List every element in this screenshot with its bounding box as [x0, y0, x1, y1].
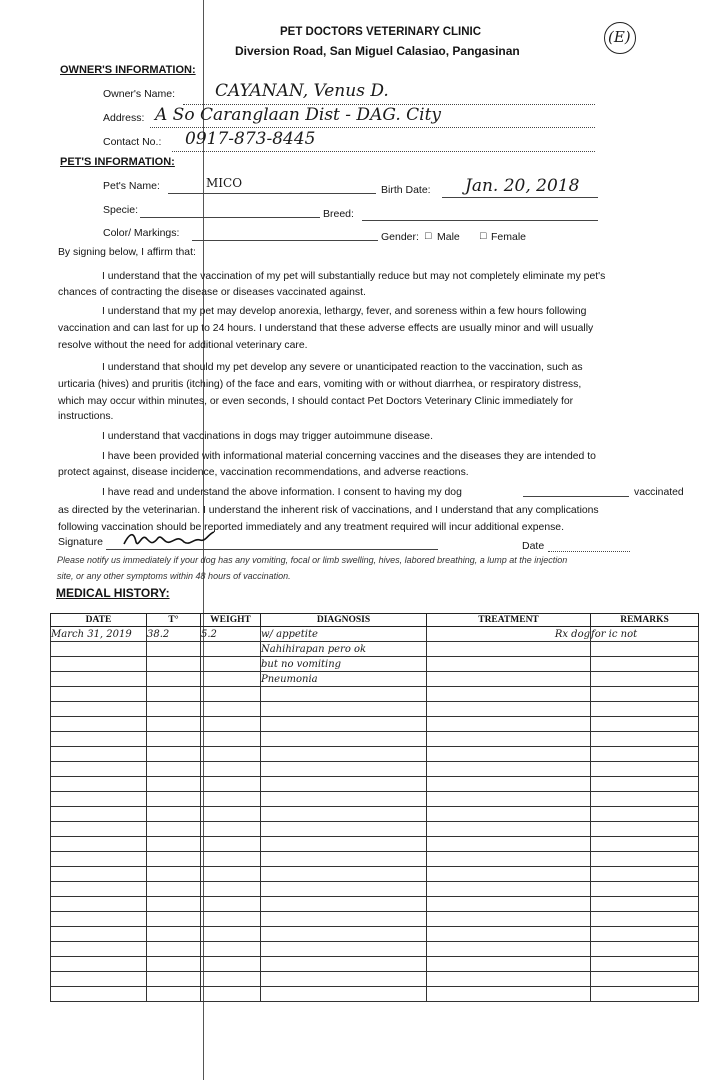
- table-cell[interactable]: [147, 987, 201, 1002]
- consent-p1-line1: I understand that the vaccination of my pet will substantially reduce but may not completely eliminate my pet's: [102, 271, 606, 282]
- table-cell[interactable]: [201, 687, 261, 702]
- table-row: [51, 957, 699, 972]
- table-row: [51, 627, 699, 642]
- table-cell[interactable]: [427, 957, 591, 972]
- table-row: [51, 912, 699, 927]
- table-row: [51, 732, 699, 747]
- table-row: [51, 987, 699, 1002]
- table-cell[interactable]: [261, 732, 427, 747]
- table-cell[interactable]: [201, 807, 261, 822]
- table-cell[interactable]: [591, 882, 699, 897]
- table-cell[interactable]: [51, 687, 147, 702]
- entry-temp: 38.2: [147, 627, 201, 642]
- table-cell[interactable]: [427, 897, 591, 912]
- table-cell[interactable]: [591, 792, 699, 807]
- table-row: [51, 762, 699, 777]
- entry-diagnosis-line4: Pneumonia: [261, 672, 427, 687]
- table-cell[interactable]: [261, 867, 427, 882]
- table-row: [51, 897, 699, 912]
- table-cell[interactable]: [591, 702, 699, 717]
- table-cell[interactable]: [51, 987, 147, 1002]
- table-cell[interactable]: [427, 867, 591, 882]
- col-remarks: REMARKS: [591, 614, 699, 627]
- table-cell[interactable]: [261, 927, 427, 942]
- table-cell[interactable]: [51, 957, 147, 972]
- table-row: [51, 882, 699, 897]
- table-cell[interactable]: [51, 897, 147, 912]
- table-cell[interactable]: [591, 822, 699, 837]
- table-cell[interactable]: [591, 987, 699, 1002]
- table-cell[interactable]: [51, 717, 147, 732]
- table-cell[interactable]: [427, 837, 591, 852]
- table-cell[interactable]: [591, 687, 699, 702]
- address-line: [150, 127, 595, 128]
- table-cell[interactable]: [427, 732, 591, 747]
- entry-diagnosis-line2: Nahihirapan pero ok: [261, 642, 427, 657]
- table-cell[interactable]: [147, 957, 201, 972]
- table-cell[interactable]: [261, 957, 427, 972]
- table-cell[interactable]: [261, 717, 427, 732]
- consent-p5-line2: protect against, disease incidence, vaccination recommendations, and adverse reactions.: [58, 467, 469, 478]
- consent-p4: I understand that vaccinations in dogs may trigger autoimmune disease.: [102, 431, 433, 442]
- specie-label: Specie:: [103, 204, 139, 216]
- table-cell[interactable]: [201, 792, 261, 807]
- table-cell[interactable]: [147, 867, 201, 882]
- entry-treatment: Rx dog: [427, 627, 591, 642]
- table-cell[interactable]: [261, 777, 427, 792]
- table-cell[interactable]: [201, 717, 261, 732]
- table-cell[interactable]: [201, 987, 261, 1002]
- consent-p6-vaccinated: vaccinated: [634, 487, 684, 498]
- table-header-row: [51, 614, 699, 627]
- table-cell[interactable]: [147, 762, 201, 777]
- clinic-name: PET DOCTORS VETERINARY CLINIC: [280, 26, 482, 38]
- table-cell[interactable]: [427, 777, 591, 792]
- specie-line: [140, 217, 320, 218]
- gender-female-text: Female: [491, 231, 527, 243]
- table-row: [51, 837, 699, 852]
- table-cell[interactable]: [147, 702, 201, 717]
- table-cell[interactable]: [201, 852, 261, 867]
- table-cell[interactable]: [201, 837, 261, 852]
- table-cell[interactable]: [147, 807, 201, 822]
- table-row: [51, 927, 699, 942]
- table-cell[interactable]: [591, 762, 699, 777]
- table-cell[interactable]: [147, 822, 201, 837]
- breed-line: [362, 220, 598, 221]
- table-cell[interactable]: [147, 912, 201, 927]
- table-cell[interactable]: [427, 747, 591, 762]
- table-cell[interactable]: [427, 912, 591, 927]
- gender-label: Gender:: [381, 231, 419, 243]
- consent-p2-line3: resolve without the need for additional veterinary care.: [58, 340, 308, 351]
- pet-name-label: Pet's Name:: [103, 180, 160, 192]
- address-label: Address:: [103, 112, 145, 124]
- consent-p6-line1: I have read and understand the above information. I consent to having my dog: [102, 487, 462, 498]
- breed-label: Breed:: [323, 208, 354, 220]
- table-cell[interactable]: [51, 837, 147, 852]
- table-row: [51, 657, 699, 672]
- table-cell[interactable]: [261, 897, 427, 912]
- signature-label: Signature: [58, 536, 103, 548]
- table-cell[interactable]: [201, 777, 261, 792]
- table-cell[interactable]: [427, 762, 591, 777]
- col-date: DATE: [51, 614, 147, 627]
- table-cell[interactable]: [51, 807, 147, 822]
- table-cell[interactable]: [591, 777, 699, 792]
- consent-p3-line1: I understand that should my pet develop any severe or unanticipated reaction to the vaccination, such as: [102, 362, 583, 373]
- col-diagnosis: DIAGNOSIS: [261, 614, 427, 627]
- table-cell[interactable]: [147, 732, 201, 747]
- table-cell[interactable]: [201, 882, 261, 897]
- consent-p2-line2: vaccination and can last for up to 24 hours. I understand that these adverse effects are usually minor and will usually: [58, 323, 594, 334]
- table-cell[interactable]: [147, 897, 201, 912]
- gender-male-checkbox[interactable]: □: [425, 230, 432, 242]
- pet-heading: PET'S INFORMATION:: [60, 156, 175, 168]
- table-row: [51, 702, 699, 717]
- table-cell[interactable]: [591, 972, 699, 987]
- table-row: [51, 972, 699, 987]
- table-cell[interactable]: [261, 687, 427, 702]
- table-cell[interactable]: [201, 747, 261, 762]
- table-cell[interactable]: [147, 972, 201, 987]
- table-cell[interactable]: [261, 852, 427, 867]
- table-cell[interactable]: [427, 927, 591, 942]
- table-cell[interactable]: [51, 747, 147, 762]
- table-cell[interactable]: [427, 717, 591, 732]
- contact-label: Contact No.:: [103, 136, 162, 148]
- birth-date-line: [442, 197, 598, 198]
- consent-p1-line2: chances of contracting the disease or diseases vaccinated against.: [58, 287, 366, 298]
- table-cell[interactable]: [427, 687, 591, 702]
- table-cell[interactable]: [147, 777, 201, 792]
- table-cell[interactable]: [591, 897, 699, 912]
- contact-value: 0917-873-8445: [185, 129, 316, 149]
- table-cell[interactable]: [147, 747, 201, 762]
- table-cell[interactable]: [201, 762, 261, 777]
- table-cell[interactable]: [201, 927, 261, 942]
- page-mark-text: (E): [608, 28, 631, 46]
- table-cell[interactable]: [591, 957, 699, 972]
- table-cell[interactable]: [261, 882, 427, 897]
- table-cell[interactable]: [51, 882, 147, 897]
- table-row: [51, 777, 699, 792]
- table-cell[interactable]: [51, 942, 147, 957]
- notice-line2: site, or any other symptoms within 48 hours of vaccination.: [57, 571, 291, 581]
- table-cell[interactable]: [201, 942, 261, 957]
- entry-diagnosis-line3: but no vomiting: [261, 657, 427, 672]
- table-cell[interactable]: [147, 942, 201, 957]
- table-row: [51, 717, 699, 732]
- entry-remarks: for ic not: [591, 627, 699, 642]
- table-cell[interactable]: [427, 807, 591, 822]
- table-cell[interactable]: [201, 702, 261, 717]
- table-cell[interactable]: [147, 927, 201, 942]
- consent-intro: By signing below, I affirm that:: [58, 247, 196, 258]
- table-cell[interactable]: [427, 822, 591, 837]
- table-cell[interactable]: [147, 792, 201, 807]
- table-cell[interactable]: [201, 897, 261, 912]
- medical-history-table: [50, 613, 699, 1002]
- table-cell[interactable]: [147, 882, 201, 897]
- consent-p6-line3: following vaccination should be reported immediately and any treatment required will incur additional expense.: [58, 522, 564, 533]
- table-cell[interactable]: [51, 867, 147, 882]
- table-cell[interactable]: [201, 957, 261, 972]
- date-label: Date: [522, 540, 545, 552]
- table-cell[interactable]: [51, 792, 147, 807]
- table-row: [51, 942, 699, 957]
- table-cell[interactable]: [427, 942, 591, 957]
- table-row: [51, 687, 699, 702]
- table-cell[interactable]: [591, 942, 699, 957]
- table-cell[interactable]: [51, 852, 147, 867]
- table-row: [51, 672, 699, 687]
- gender-female-checkbox[interactable]: □: [480, 230, 487, 242]
- table-cell[interactable]: [51, 822, 147, 837]
- owner-name-value: CAYANAN, Venus D.: [215, 81, 389, 101]
- table-cell[interactable]: [591, 867, 699, 882]
- table-cell[interactable]: [261, 762, 427, 777]
- table-cell[interactable]: [261, 747, 427, 762]
- pet-name-value: MICO: [206, 176, 243, 190]
- table-cell[interactable]: [427, 702, 591, 717]
- table-row: [51, 852, 699, 867]
- table-cell[interactable]: [51, 762, 147, 777]
- birth-date-value: Jan. 20, 2018: [465, 176, 580, 196]
- table-cell[interactable]: [261, 942, 427, 957]
- table-cell[interactable]: [147, 687, 201, 702]
- table-cell[interactable]: [427, 882, 591, 897]
- table-cell[interactable]: [427, 987, 591, 1002]
- color-label: Color/ Markings:: [103, 227, 180, 239]
- pet-name-line: [168, 193, 376, 194]
- table-cell[interactable]: [427, 792, 591, 807]
- table-row: [51, 792, 699, 807]
- table-row: [51, 747, 699, 762]
- col-weight: WEIGHT: [201, 614, 261, 627]
- entry-diagnosis: w/ appetite: [261, 627, 427, 642]
- consent-p3-line4: instructions.: [58, 411, 114, 422]
- consent-p3-line3: which may occur within minutes, or even seconds, I should contact Pet Doctors Veterinary Clinic immediately for: [58, 396, 574, 407]
- table-cell[interactable]: [51, 732, 147, 747]
- table-cell[interactable]: [51, 927, 147, 942]
- table-cell[interactable]: [147, 852, 201, 867]
- entry-date: March 31, 2019: [51, 627, 147, 642]
- clinic-address: Diversion Road, San Miguel Calasiao, Pangasinan: [235, 44, 520, 58]
- table-cell[interactable]: [591, 717, 699, 732]
- notice-line1: Please notify us immediately if your dog has any vomiting, focal or limb swelling, hives, labored breathing, a lump at the injection: [57, 555, 568, 565]
- table-row: [51, 807, 699, 822]
- table-cell[interactable]: [51, 777, 147, 792]
- dog-name-blank: [523, 496, 629, 497]
- table-cell[interactable]: [261, 987, 427, 1002]
- address-value: A So Caranglaan Dist - DAG. City: [155, 105, 442, 125]
- table-cell[interactable]: [427, 972, 591, 987]
- table-row: [51, 822, 699, 837]
- table-cell[interactable]: [261, 822, 427, 837]
- date-line: [548, 551, 630, 552]
- table-cell[interactable]: [201, 732, 261, 747]
- table-cell[interactable]: [147, 717, 201, 732]
- birth-date-label: Birth Date:: [381, 184, 431, 196]
- table-cell[interactable]: [591, 912, 699, 927]
- table-cell[interactable]: [147, 837, 201, 852]
- table-cell[interactable]: [261, 702, 427, 717]
- table-cell[interactable]: [591, 732, 699, 747]
- col-temp: T°: [147, 614, 201, 627]
- table-cell[interactable]: [261, 807, 427, 822]
- table-cell[interactable]: [201, 822, 261, 837]
- owner-heading: OWNER'S INFORMATION:: [60, 64, 196, 76]
- consent-p2-line1: I understand that my pet may develop anorexia, lethargy, fever, and soreness within a few hours following: [102, 306, 587, 317]
- owner-signature: [120, 528, 220, 552]
- table-cell[interactable]: [591, 852, 699, 867]
- owner-name-label: Owner's Name:: [103, 88, 176, 100]
- table-cell[interactable]: [51, 912, 147, 927]
- table-cell[interactable]: [201, 912, 261, 927]
- gender-male-label: Male: [437, 231, 460, 243]
- color-line: [192, 240, 378, 241]
- table-cell[interactable]: [427, 852, 591, 867]
- table-cell[interactable]: [591, 807, 699, 822]
- table-cell[interactable]: [261, 837, 427, 852]
- table-cell[interactable]: [201, 867, 261, 882]
- table-cell[interactable]: [261, 792, 427, 807]
- table-cell[interactable]: [201, 972, 261, 987]
- table-cell[interactable]: [591, 747, 699, 762]
- col-treatment: TREATMENT: [427, 614, 591, 627]
- consent-p5-line1: I have been provided with informational material concerning vaccines and the diseases they are intended to: [102, 451, 596, 462]
- contact-line: [172, 151, 595, 152]
- table-cell[interactable]: [51, 972, 147, 987]
- table-cell[interactable]: [261, 912, 427, 927]
- table-row: [51, 867, 699, 882]
- table-cell[interactable]: [591, 837, 699, 852]
- table-cell[interactable]: [51, 702, 147, 717]
- consent-p6-line2: as directed by the veterinarian. I understand the inherent risk of vaccinations, and I understand that any complications: [58, 505, 599, 516]
- table-cell[interactable]: [591, 927, 699, 942]
- medical-history-heading: MEDICAL HISTORY:: [56, 586, 170, 600]
- table-cell[interactable]: [261, 972, 427, 987]
- entry-weight: 5.2: [201, 627, 261, 642]
- table-row: [51, 642, 699, 657]
- consent-p3-line2: urticaria (hives) and pruritis (itching) of the face and ears, vomiting with or without diarrhea, or respiratory distress,: [58, 379, 582, 390]
